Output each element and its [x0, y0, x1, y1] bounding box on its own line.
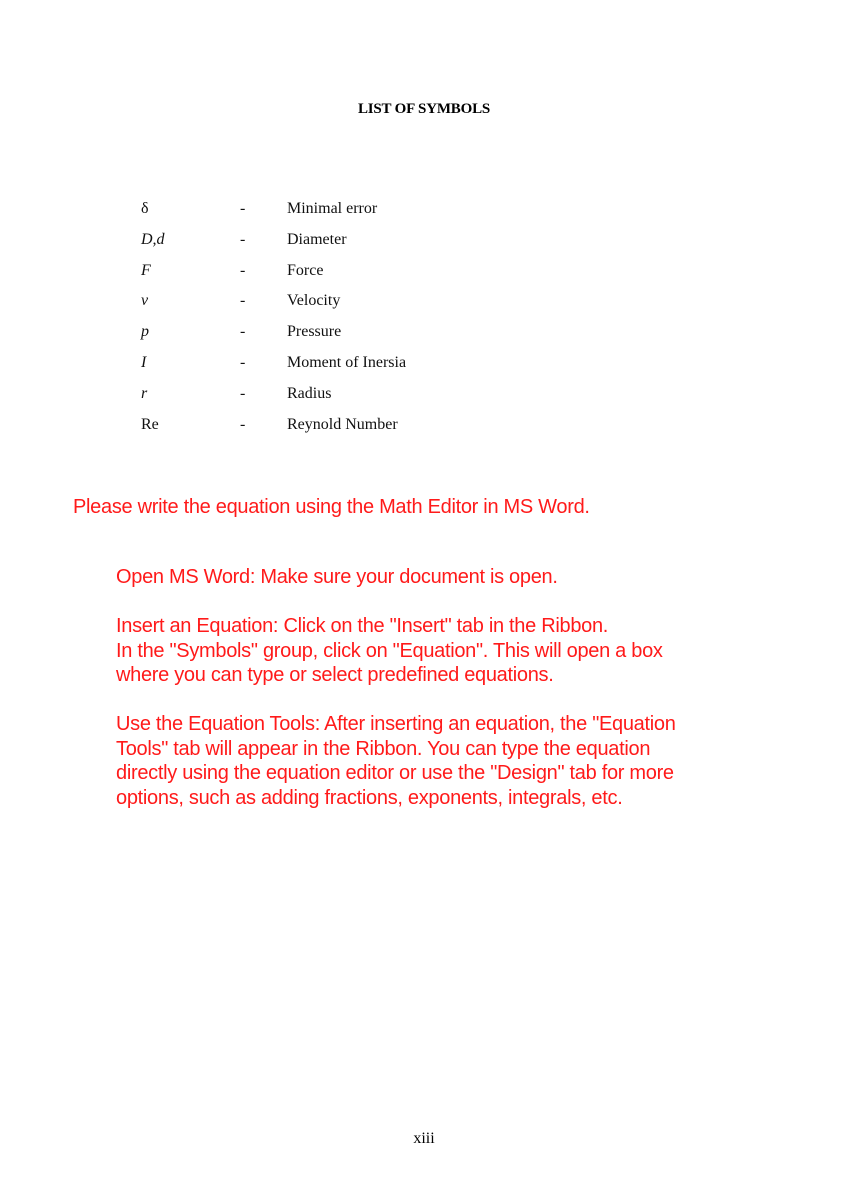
instruction-line: In the "Symbols" group, click on "Equation". This will open a box — [116, 639, 663, 662]
symbol: r — [141, 384, 148, 402]
symbol-description: Force — [287, 261, 324, 279]
instruction-line: Insert an Equation: Click on the "Insert" tab in the Ribbon. — [116, 615, 609, 637]
instruction-line: Open MS Word: Make sure your document is open. — [116, 566, 558, 588]
instruction-line: where you can type or select predefined equations. — [116, 664, 554, 686]
symbol: F — [141, 261, 151, 279]
symbol-description: Pressure — [287, 323, 342, 341]
instruction-paragraph — [116, 712, 756, 810]
symbol: Re — [141, 415, 159, 433]
symbol-row — [0, 290, 848, 321]
symbol-description: Diameter — [287, 230, 347, 248]
separator-dash: - — [240, 230, 246, 248]
instruction-line: Use the Equation Tools: After inserting an equation, the "Equation — [116, 713, 676, 735]
symbol-description: Radius — [287, 384, 332, 402]
instruction-paragraph — [116, 614, 756, 688]
symbol-description: Velocity — [287, 292, 341, 310]
separator-dash: - — [240, 261, 246, 279]
instruction-paragraph — [116, 565, 756, 590]
symbol: I — [141, 353, 147, 371]
page-title: LIST OF SYMBOLS — [357, 101, 491, 117]
symbols-list — [0, 198, 848, 444]
symbol-row — [0, 260, 848, 291]
symbol: δ — [141, 200, 149, 217]
separator-dash: - — [240, 292, 246, 310]
separator-dash: - — [240, 415, 246, 433]
symbol: p — [141, 323, 149, 341]
separator-dash: - — [240, 323, 246, 341]
symbol-description: Moment of Inersia — [287, 353, 407, 371]
instruction-line: Tools" tab will appear in the Ribbon. You can type the equation — [116, 737, 651, 760]
symbol-description: Minimal error — [287, 200, 378, 217]
symbol-row — [0, 414, 848, 445]
instruction-line: options, such as adding fractions, exponents, integrals, etc. — [116, 786, 623, 809]
separator-dash: - — [240, 384, 246, 402]
symbol-description: Reynold Number — [287, 415, 398, 433]
symbol-row — [0, 352, 848, 383]
separator-dash: - — [240, 200, 246, 217]
annotation-heading: Please write the equation using the Math Editor in MS Word. — [73, 496, 590, 518]
page-number: xiii — [413, 1130, 435, 1147]
symbol-row — [0, 321, 848, 352]
symbol-row — [0, 198, 848, 229]
symbol: v — [141, 292, 149, 310]
symbol: D,d — [141, 230, 165, 248]
separator-dash: - — [240, 353, 246, 371]
symbol-row — [0, 383, 848, 414]
annotation-instructions — [116, 565, 756, 835]
symbol-row — [0, 229, 848, 260]
instruction-line: directly using the equation editor or use the "Design" tab for more — [116, 762, 674, 784]
